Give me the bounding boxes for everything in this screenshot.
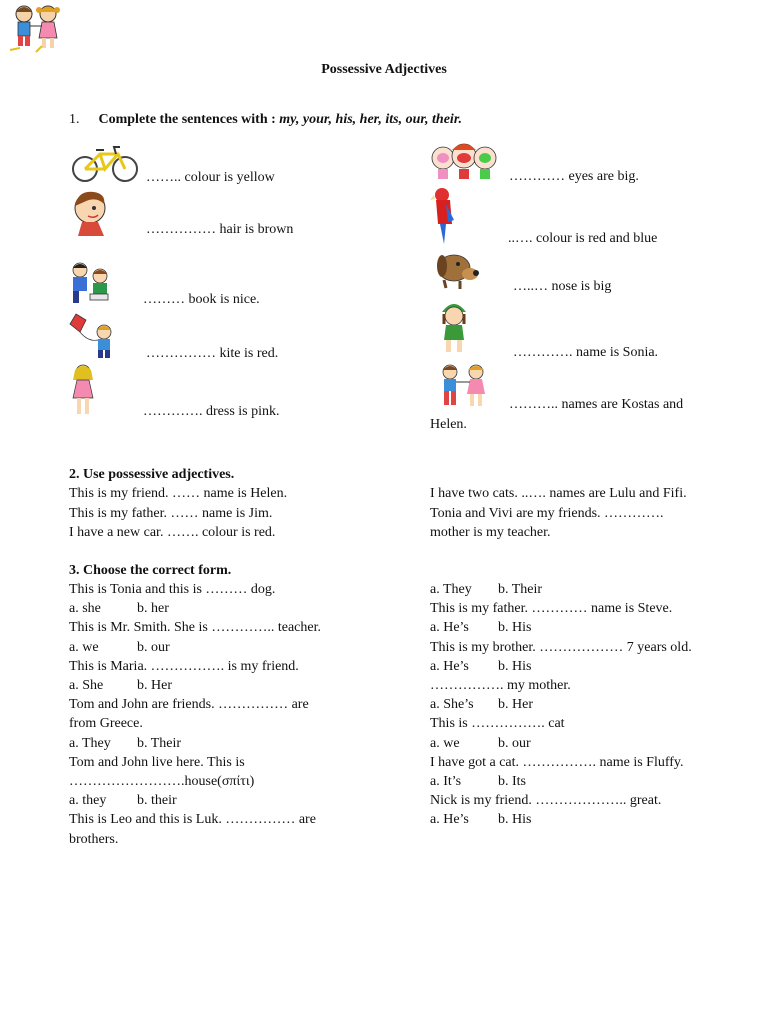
option-b: b. His [498, 658, 532, 674]
option-b: b. Her [137, 678, 172, 693]
option-b: b. His [498, 812, 532, 828]
option-b: b. our [498, 735, 531, 751]
ex3-right-options [430, 580, 543, 599]
option-a: a. She’s [430, 697, 474, 713]
ex3-right-options [430, 734, 531, 753]
option-b: b. their [137, 793, 177, 809]
option-b: b. our [137, 639, 170, 655]
ex1-instruction: Complete the sentences with : [98, 112, 280, 127]
ex3-heading: 3. Choose the correct form. [69, 563, 232, 578]
option-b: b. His [498, 620, 532, 636]
dog-icon [432, 248, 480, 290]
girl-icon [68, 362, 98, 418]
ex3-left-options [69, 638, 170, 657]
parrot-icon [430, 186, 456, 246]
ex1-heading [69, 110, 462, 129]
ex1-right-sentence-4: …………. name is Sonia. [513, 345, 659, 360]
ex1-left-sentence-1: …….. colour is yellow [146, 170, 275, 185]
ex2-right-line-3: mother is my teacher. [430, 525, 551, 540]
ex2-left-line-3: I have a new car. ……. colour is red. [69, 525, 276, 540]
option-a: a. we [430, 735, 460, 751]
option-a: a. It’s [430, 774, 462, 789]
bicycle-icon [70, 142, 140, 184]
ex3-left-options [69, 791, 177, 810]
ex1-number: 1. [69, 112, 80, 127]
ex3-right-text-line: This is my father. ………… name is Steve. [430, 601, 673, 617]
ex3-right-options [430, 695, 533, 714]
ex2-heading: 2. Use possessive adjectives. [69, 467, 235, 482]
option-b: b. Her [498, 697, 533, 713]
option-a: a. He’s [430, 658, 469, 674]
ex1-right-sentence-2: ..…. colour is red and blue [508, 231, 658, 246]
ex3-left-text-line: Tom and John live here. This is [69, 754, 245, 770]
option-a: a. He’s [430, 620, 469, 636]
ex3-right-options [430, 772, 526, 791]
ex1-right-sentence-5: ……….. names are Kostas and [509, 397, 684, 412]
ex3-right-text-line: This is ……………. cat [430, 716, 565, 732]
option-b: b. Their [498, 582, 543, 597]
ex3-left-options [69, 734, 182, 753]
ex1-right-sentence-1: ………… eyes are big. [509, 169, 639, 184]
option-a: a. she [69, 601, 101, 617]
page-title: Possessive Adjectives [321, 62, 447, 77]
girl-hat-icon [436, 298, 472, 354]
option-b: b. Its [498, 774, 526, 789]
ex1-word-list: my, your, his, her, its, our, their. [279, 112, 463, 127]
ex3-right-options [430, 618, 532, 637]
option-a: a. they [69, 793, 107, 809]
ex3-left-text-line: This is Mr. Smith. She is ………….. teacher. [69, 620, 321, 636]
ex3-left-text-line: This is Maria. ……………. is my friend. [69, 658, 299, 674]
kids-logo-icon [6, 2, 66, 56]
ex2-right-line-1: I have two cats. ..…. names are Lulu and Fifi. [430, 486, 687, 501]
ex2-right-line-2: Tonia and Vivi are my friends. …………. [430, 506, 664, 521]
ex2-left-line-1: This is my friend. …… name is Helen. [69, 486, 288, 501]
option-a: a. They [69, 735, 111, 751]
boy-face-icon [68, 186, 114, 236]
ex1-right-sentence-3: …..… nose is big [513, 279, 612, 294]
ex1-left-sentence-2: …………… hair is brown [146, 222, 294, 237]
option-b: b. Their [137, 735, 182, 751]
kite-kid-icon [68, 310, 118, 360]
ex3-left-options [69, 676, 172, 695]
ex3-right-text-line: ……………. my mother. [430, 678, 571, 693]
ex1-left-sentence-3: ……… book is nice. [143, 292, 260, 307]
ex3-left-text-line: brothers. [69, 831, 119, 847]
ex3-left-text-line: Tom and John are friends. …………… are [69, 697, 309, 713]
ex3-left-text-line: from Greece. [69, 716, 143, 732]
ex3-right-text-line: I have got a cat. ……………. name is Fluffy. [430, 754, 684, 770]
ex3-left-options [69, 599, 169, 618]
ex1-left-sentence-5: …………. dress is pink. [143, 404, 280, 419]
option-b: b. her [137, 601, 169, 617]
ex3-right-text-line: This is my brother. ……………… 7 years old. [430, 639, 692, 655]
option-a: a. we [69, 639, 99, 655]
two-kids-icon [432, 362, 494, 410]
kids-reading-icon [68, 258, 116, 306]
ex3-right-text-line: Nick is my friend. ……………….. great. [430, 793, 662, 809]
ex1-left-sentence-4: …………… kite is red. [146, 346, 279, 361]
ex3-left-text-line: This is Tonia and this is ……… dog. [69, 582, 276, 597]
option-a: a. She [69, 678, 104, 693]
ex3-left-text-line: …………………….house(σπίτι) [69, 774, 255, 789]
powerpuff-girls-icon [430, 142, 498, 180]
ex2-left-line-2: This is my father. …… name is Jim. [69, 506, 273, 521]
ex1-right-sentence-5-cont: Helen. [430, 417, 467, 432]
ex3-right-options [430, 810, 532, 829]
option-a: a. They [430, 582, 472, 597]
option-a: a. He’s [430, 812, 469, 828]
ex3-left-text-line: This is Leo and this is Luk. …………… are [69, 812, 316, 828]
ex3-right-options [430, 657, 532, 676]
